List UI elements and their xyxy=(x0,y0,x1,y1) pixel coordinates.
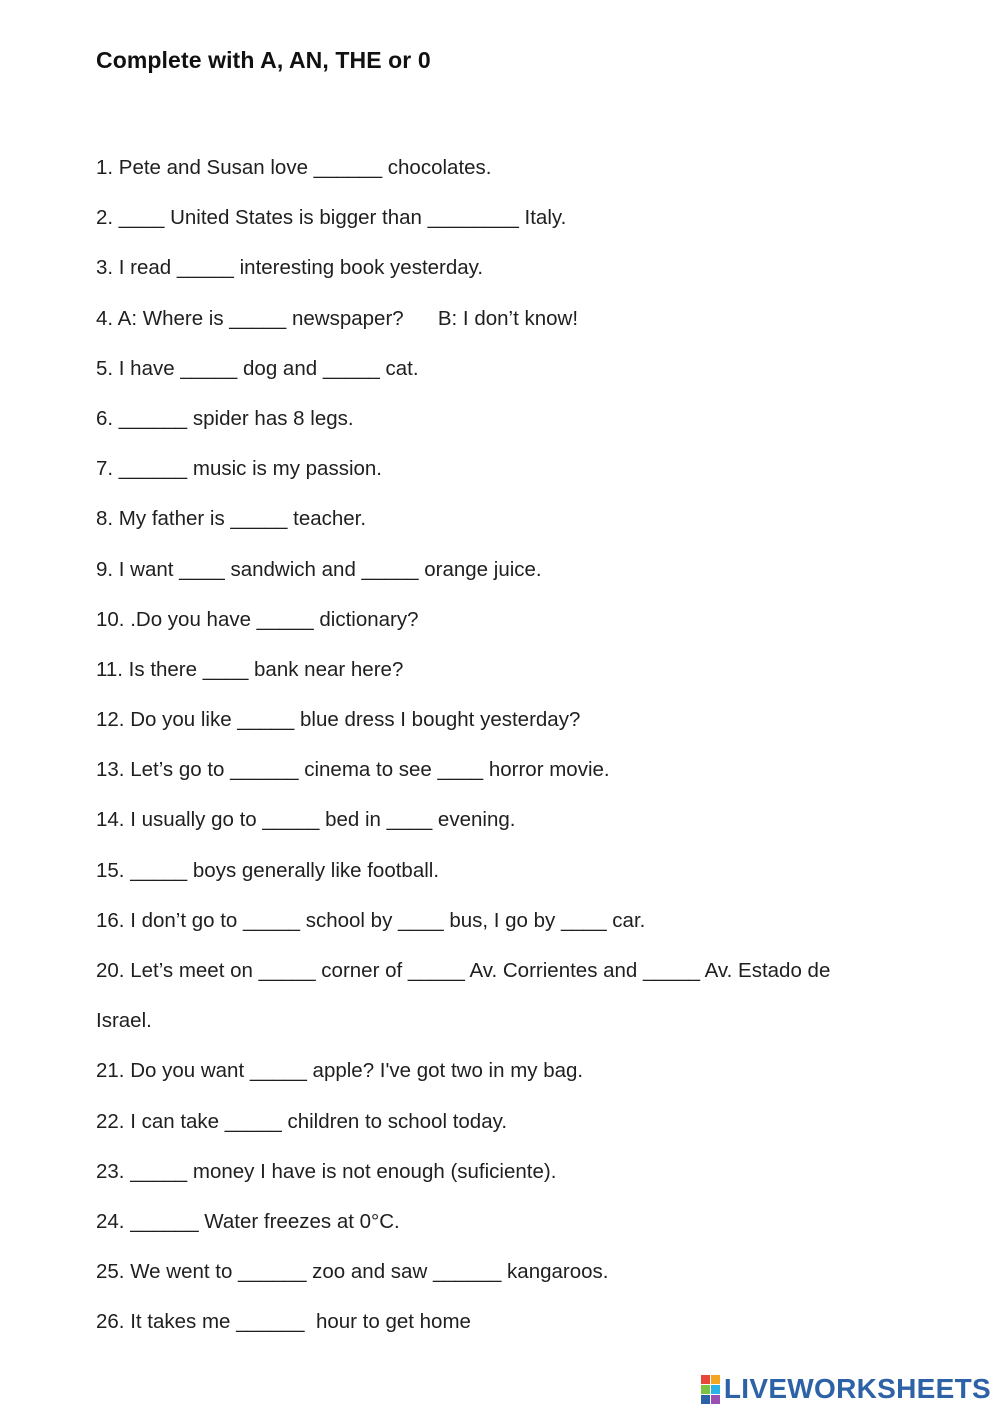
exercise-line: 5. I have _____ dog and _____ cat. xyxy=(96,356,419,380)
logo-icon xyxy=(701,1375,720,1404)
exercise-line: 6. ______ spider has 8 legs. xyxy=(96,406,354,430)
logo-cell xyxy=(711,1385,720,1394)
exercise-line: 1. Pete and Susan love ______ chocolates. xyxy=(96,156,492,179)
exercise-line: 26. It takes me ______ hour to get home xyxy=(96,1310,471,1334)
exercise-line: 20. Let’s meet on _____ corner of _____ Av. Corrientes and _____ Av. Estado de xyxy=(96,959,831,982)
exercise-line: 14. I usually go to _____ bed in ____ evening. xyxy=(96,808,516,832)
exercise-line: 11. Is there ____ bank near here? xyxy=(96,657,404,681)
logo-cell xyxy=(711,1375,720,1384)
exercise-line: 23. _____ money I have is not enough (suficiente). xyxy=(96,1159,557,1183)
exercise-line: 8. My father is _____ teacher. xyxy=(96,507,367,531)
exercise-line: 25. We went to ______ zoo and saw ______ kangaroos. xyxy=(96,1260,609,1284)
exercise-line: 22. I can take _____ children to school today. xyxy=(96,1109,508,1133)
exercise-line: 9. I want ____ sandwich and _____ orange juice. xyxy=(96,557,542,581)
exercise-line: 10. .Do you have _____ dictionary? xyxy=(96,607,419,631)
exercise-line: 15. _____ boys generally like football. xyxy=(96,858,440,882)
exercise-line: 7. ______ music is my passion. xyxy=(96,457,382,481)
liveworksheets-logo xyxy=(701,1373,991,1405)
exercise-line: 12. Do you like _____ blue dress I bought yesterday? xyxy=(96,708,581,732)
exercise-line: 2. ____ United States is bigger than ________ Italy. xyxy=(96,206,567,230)
exercise-line: 13. Let’s go to ______ cinema to see ____ horror movie. xyxy=(96,758,610,782)
logo-cell xyxy=(701,1375,710,1384)
logo-cell xyxy=(701,1395,710,1404)
exercise-line: 21. Do you want _____ apple? I've got two in my bag. xyxy=(96,1059,584,1083)
exercise-line: 24. ______ Water freezes at 0°C. xyxy=(96,1209,400,1233)
logo-cell xyxy=(711,1395,720,1404)
worksheet-title: Complete with A, AN, THE or 0 xyxy=(96,47,431,73)
exercise-line-continuation: Israel. xyxy=(96,1009,152,1033)
logo-cell xyxy=(701,1385,710,1394)
logo-text: LIVEWORKSHEETS xyxy=(723,1373,991,1404)
exercise-line: 4. A: Where is _____ newspaper? B: I don’t know! xyxy=(96,306,579,330)
exercise-list xyxy=(96,154,936,1359)
exercise-line: 3. I read _____ interesting book yesterday. xyxy=(96,256,484,280)
exercise-line: 16. I don’t go to _____ school by ____ bus, I go by ____ car. xyxy=(96,908,646,932)
